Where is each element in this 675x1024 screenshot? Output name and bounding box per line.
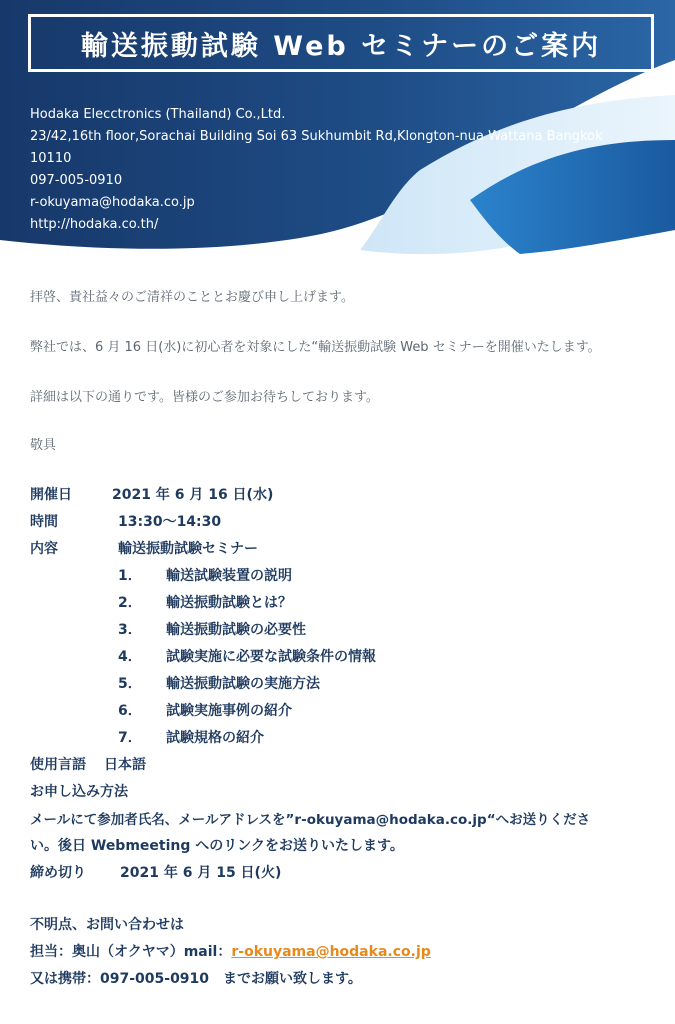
contact-heading: 不明点、お問い合わせは: [30, 917, 184, 933]
agenda-number: 4．: [118, 649, 142, 665]
date-row: [30, 484, 274, 504]
agenda-text: 試験実施に必要な試験条件の情報: [166, 649, 376, 665]
company-email[interactable]: r-okuyama@hodaka.co.jp: [30, 195, 195, 210]
agenda-text: 試験規格の紹介: [166, 730, 264, 746]
company-name: Hodaka Elecctronics (Thailand) Co.,Ltd.: [30, 107, 286, 122]
time-row: [30, 511, 222, 531]
company-phone: 097-005-0910: [30, 173, 123, 188]
agenda-text: 輸送振動試験とは？: [166, 595, 292, 611]
time-label: 時間: [30, 514, 58, 530]
company-info: [30, 104, 603, 236]
agenda-number: 2．: [118, 595, 142, 611]
language-value: 日本語: [104, 757, 146, 773]
apply-label: お申し込み方法: [30, 784, 128, 800]
agenda-number: 6．: [118, 703, 142, 719]
page-title: 輸送振動試験 Web セミナーのご案内: [80, 30, 602, 62]
agenda-text: 輸送試験装置の説明: [166, 568, 292, 584]
company-address-line2: 10110: [30, 151, 72, 166]
announcement-text: 弊社では、6 月 16 日(水)に初心者を対象にした“輸送振動試験 Web セミナーを開催いたします。: [30, 340, 601, 355]
language-label: 使用言語: [30, 757, 86, 773]
deadline-row: [30, 862, 282, 882]
contact-email-link[interactable]: r-okuyama@hodaka.co.jp: [231, 944, 431, 960]
agenda-text: 輸送振動試験の必要性: [166, 622, 306, 638]
time-value: 13:30～14:30: [118, 514, 222, 530]
agenda-text: 試験実施事例の紹介: [166, 703, 292, 719]
agenda-number: 5．: [118, 676, 142, 692]
title-box: [28, 14, 654, 72]
language-row: [30, 754, 146, 774]
date-label: 開催日: [30, 487, 72, 503]
agenda-text: 輸送振動試験の実施方法: [166, 676, 320, 692]
deadline-label: 締め切り: [30, 865, 86, 881]
company-website[interactable]: http://hodaka.co.th/: [30, 217, 159, 232]
content-value: 輸送振動試験セミナー: [118, 541, 258, 557]
apply-line1: メールにて参加者氏名、メールアドレスを”r-okuyama@hodaka.co.jp“へお送りくださ: [30, 812, 591, 828]
date-value: 2021 年 6 月 16 日(水): [112, 487, 274, 503]
agenda-number: 3．: [118, 622, 142, 638]
contact-person-prefix: 担当：奥山（オクヤマ）mail：: [30, 944, 232, 960]
agenda-number: 1．: [118, 568, 142, 584]
contact-phone-line: 又は携帯：097-005-0910 までお願い致します。: [30, 971, 362, 987]
deadline-value: 2021 年 6 月 15 日(火): [120, 865, 282, 881]
contact-person-row: [30, 941, 431, 961]
greeting-text: 拝啓、貴社益々のご清祥のこととお慶び申し上げます。: [30, 290, 354, 305]
content-row: [30, 538, 258, 558]
closing-text: 敬具: [30, 438, 57, 453]
agenda-number: 7．: [118, 730, 142, 746]
company-address-line1: 23/42,16th floor,Sorachai Building Soi 63 Sukhumbit Rd,Klongton-nua Wattana Bangkok: [30, 129, 603, 144]
apply-line2: い。後日 Webmeeting へのリンクをお送りいたします。: [30, 838, 404, 854]
details-note-text: 詳細は以下の通りです。皆様のご参加お待ちしております。: [30, 390, 379, 405]
content-label: 内容: [30, 541, 58, 557]
header-banner: [0, 0, 675, 262]
